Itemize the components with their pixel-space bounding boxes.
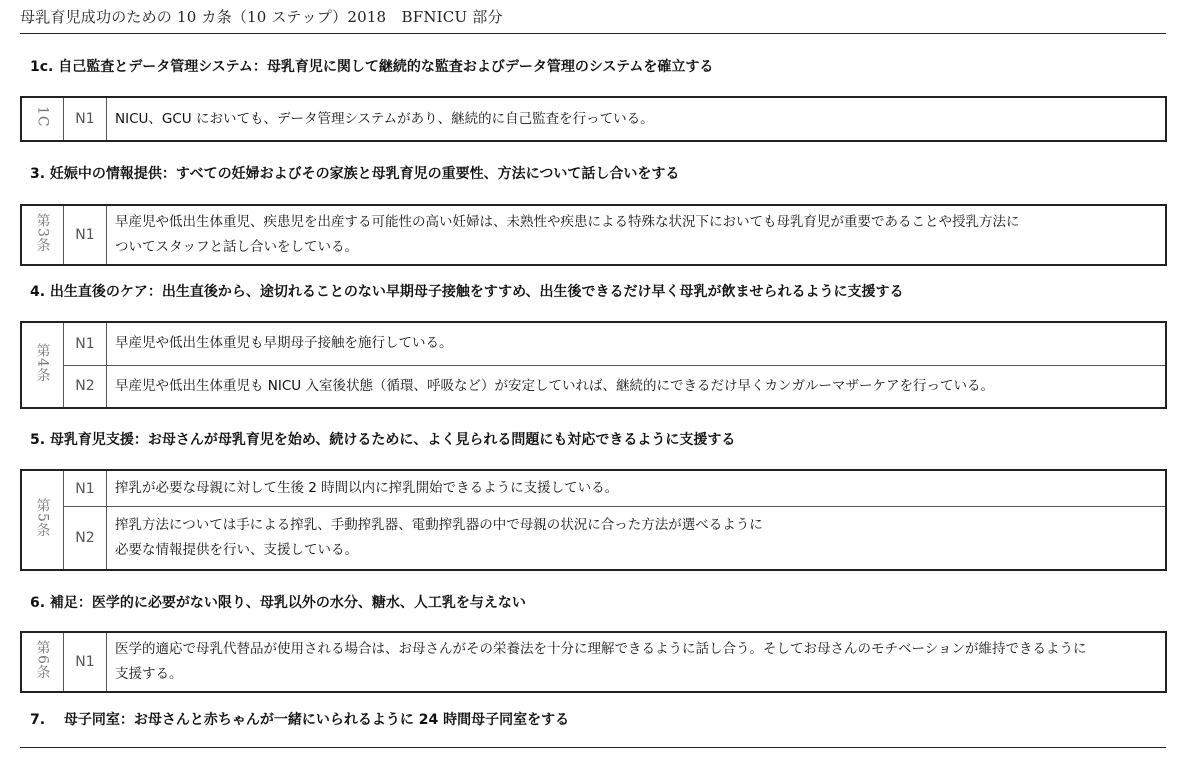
footer-rule — [20, 747, 1166, 748]
item-number: N1 — [64, 97, 107, 141]
article-label: 第4条 — [21, 322, 64, 408]
item-number: N2 — [64, 365, 107, 408]
section-4-table — [20, 321, 1167, 409]
section-5-table — [20, 469, 1167, 571]
item-text: 搾乳が必要な母親に対して生後 2 時間以内に搾乳開始できるように支援している。 — [107, 470, 1167, 507]
item-number: N1 — [64, 322, 107, 365]
header-rule — [20, 33, 1166, 34]
table-row — [21, 507, 1166, 570]
section-6-table — [20, 631, 1167, 693]
section-3-heading: 3. 妊娠中の情報提供：すべての妊婦およびその家族と母乳育児の重要性、方法について話し合いをする — [30, 166, 680, 182]
section-6-heading: 6. 補足：医学的に必要がない限り、母乳以外の水分、糖水、人工乳を与えない — [30, 595, 526, 611]
item-number: N2 — [64, 507, 107, 570]
section-4-heading: 4. 出生直後のケア：出生直後から、途切れることのない早期母子接触をすすめ、出生後できるだけ早く母乳が飲ませられるように支援する — [30, 284, 904, 300]
item-text: 早産児や低出生体重児も早期母子接触を施行している。 — [107, 322, 1167, 365]
item-number: N1 — [64, 470, 107, 507]
item-text: NICU、GCU においても、データ管理システムがあり、継続的に自己監査を行っている。 — [107, 97, 1167, 141]
article-label: 第6条 — [21, 632, 64, 692]
item-text: 医学的適応で母乳代替品が使用される場合は、お母さんがその栄養法を十分に理解できるように話し合う。そしてお母さんのモチベーションが維持できるように 支援する。 — [107, 632, 1167, 692]
item-text: 搾乳方法については手による搾乳、手動搾乳器、電動搾乳器の中で母親の状況に合った方法が選べるように 必要な情報提供を行い、支援している。 — [107, 507, 1167, 570]
table-row — [21, 205, 1166, 265]
item-text: 早産児や低出生体重児も NICU 入室後状態（循環、呼吸など）が安定していれば、継続的にできるだけ早くカンガルーマザーケアを行っている。 — [107, 365, 1167, 408]
table-row — [21, 470, 1166, 507]
item-number: N1 — [64, 205, 107, 265]
table-row — [21, 97, 1166, 141]
section-7-heading: 7. 母子同室：お母さんと赤ちゃんが一緒にいられるように 24 時間母子同室をする — [30, 712, 570, 728]
section-5-heading: 5. 母乳育児支援：お母さんが母乳育児を始め、続けるために、よく見られる問題にも対応できるように支援する — [30, 432, 736, 448]
section-1c-heading: 1c. 自己監査とデータ管理システム：母乳育児に関して継続的な監査およびデータ管理のシステムを確立する — [30, 59, 714, 75]
article-label: 第3条 — [21, 205, 64, 265]
article-label: 1C — [21, 97, 64, 141]
table-row — [21, 322, 1166, 365]
section-1c-table — [20, 96, 1167, 142]
section-3-table — [20, 204, 1167, 266]
item-text: 早産児や低出生体重児、疾患児を出産する可能性の高い妊婦は、未熟性や疾患による特殊な状況下においても母乳育児が重要であることや授乳方法に ついてスタッフと話し合いをしている。 — [107, 205, 1167, 265]
table-row — [21, 365, 1166, 408]
table-row — [21, 632, 1166, 692]
item-number: N1 — [64, 632, 107, 692]
document-header: 母乳育児成功のための 10 カ条（10 ステップ）2018 BFNICU 部分 — [20, 8, 503, 26]
article-label: 第5条 — [21, 470, 64, 570]
